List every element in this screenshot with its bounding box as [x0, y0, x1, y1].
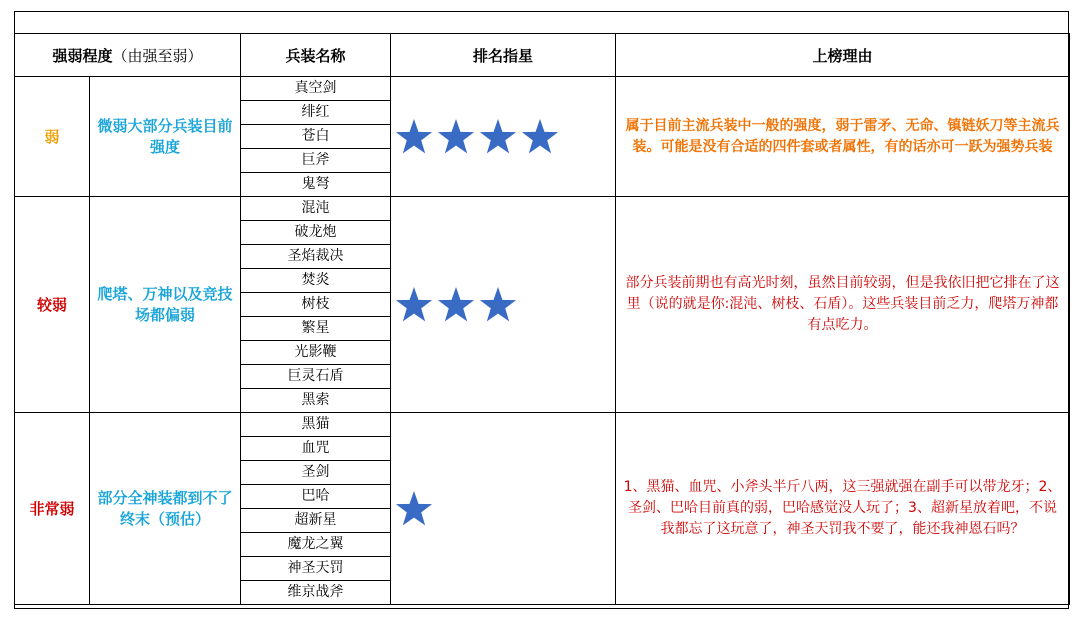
- star-icon: [522, 119, 558, 153]
- star-rating-graphic: [395, 286, 517, 324]
- weapon-name: 血咒: [241, 437, 391, 461]
- tier-reason: 部分兵装前期也有高光时刻，虽然目前较弱，但是我依旧把它排在了这里（说的就是你:混沌、树枝、石盾）。这些兵装目前乏力，爬塔万神都有点吃力。: [616, 197, 1070, 413]
- weapon-name: 混沌: [241, 197, 391, 221]
- weapon-name: 真空剑: [241, 77, 391, 101]
- weapon-name: 破龙炮: [241, 221, 391, 245]
- weapon-name: 黑猫: [241, 413, 391, 437]
- weapon-name: 圣焰裁决: [241, 245, 391, 269]
- star-icon: [438, 119, 474, 153]
- star-icon: [438, 287, 474, 321]
- weapon-name: 巨斧: [241, 149, 391, 173]
- header-star-rank: 排名指星: [391, 34, 616, 77]
- tier-level: 非常弱: [15, 413, 90, 605]
- star-rating-wrap: [395, 490, 615, 528]
- star-icon: [396, 119, 432, 153]
- weapon-name: 神圣天罚: [241, 557, 391, 581]
- tier-level: 弱: [15, 77, 90, 197]
- weapon-name: 绯红: [241, 101, 391, 125]
- header-row: [15, 34, 1070, 77]
- weapon-name: 巴哈: [241, 485, 391, 509]
- weapon-ranking-table: [14, 33, 1070, 605]
- header-strength: [15, 34, 241, 77]
- weapon-name: 繁星: [241, 317, 391, 341]
- header-strength-main: 强弱程度: [52, 46, 113, 65]
- weapon-name: 超新星: [241, 509, 391, 533]
- weapon-name: 巨灵石盾: [241, 365, 391, 389]
- star-rating-wrap: [395, 286, 615, 324]
- weapon-name: 光影鞭: [241, 341, 391, 365]
- star-rating-graphic: [395, 490, 433, 528]
- table-row: [15, 413, 1070, 437]
- table-row: [15, 77, 1070, 101]
- star-rating: [391, 413, 616, 605]
- star-icon: [396, 491, 432, 525]
- tier-reason: 属于目前主流兵装中一般的强度，弱于雷矛、无命、镇链妖刀等主流兵装。可能是没有合适的四件套或者属性，有的话亦可一跃为强势兵装: [616, 77, 1070, 197]
- weapon-name: 鬼弩: [241, 173, 391, 197]
- weapon-name: 维京战斧: [241, 581, 391, 605]
- tier-description: 爬塔、万神以及竞技场都偏弱: [90, 197, 241, 413]
- header-reason: 上榜理由: [616, 34, 1070, 77]
- star-icon: [480, 287, 516, 321]
- tier-description: 微弱大部分兵装目前强度: [90, 77, 241, 197]
- weapon-name: 树枝: [241, 293, 391, 317]
- tier-level: 较弱: [15, 197, 90, 413]
- star-rating-wrap: [395, 118, 615, 156]
- tier-description: 部分全神装都到不了终末（预估）: [90, 413, 241, 605]
- weapon-name: 圣剑: [241, 461, 391, 485]
- weapon-name: 焚炎: [241, 269, 391, 293]
- weapon-name: 苍白: [241, 125, 391, 149]
- header-weapon-name: 兵装名称: [241, 34, 391, 77]
- tier-reason: 1、黑猫、血咒、小斧头半斤八两，这三强就强在副手可以带龙牙；2、圣剑、巴哈目前真的弱，巴哈感觉没人玩了；3、超新星放着吧，不说我都忘了这玩意了，神圣天罚我不要了，能还我神恩石吗？: [616, 413, 1070, 605]
- star-rating: [391, 77, 616, 197]
- star-icon: [480, 119, 516, 153]
- star-icon: [396, 287, 432, 321]
- weapon-name: 黑索: [241, 389, 391, 413]
- table-row: [15, 197, 1070, 221]
- star-rating-graphic: [395, 118, 559, 156]
- header-strength-sub: （由强至弱）: [112, 46, 203, 65]
- star-rating: [391, 197, 616, 413]
- weapon-name: 魔龙之翼: [241, 533, 391, 557]
